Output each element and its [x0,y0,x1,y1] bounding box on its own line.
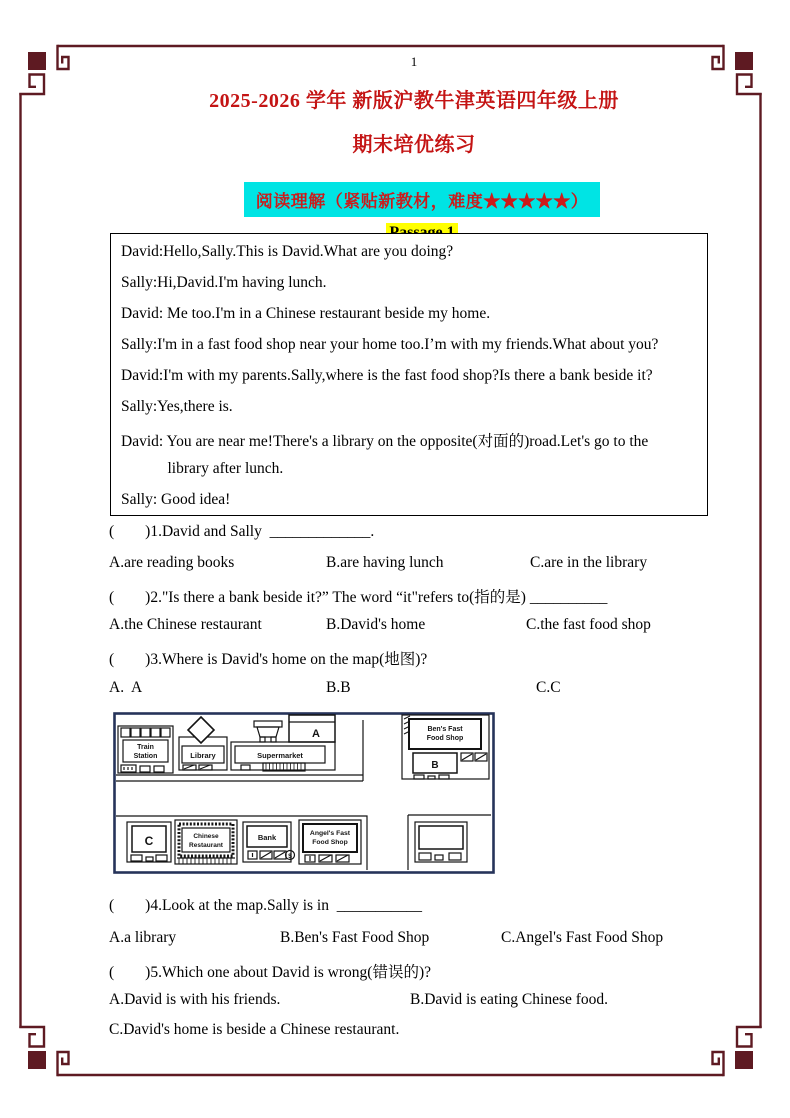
option-c: C.the fast food shop [526,616,651,633]
question-4-options [109,929,749,951]
question-5-option-c: C.David's home is beside a Chinese restaurant. [109,1021,400,1038]
option-a: A.are reading books [109,554,235,571]
question-3-stem: ( )3.Where is David's home on the map(地图)? [109,651,428,668]
question-1-options [109,554,749,576]
worksheet-subtitle: 期末培优练习 [352,134,476,156]
dialogue-line: Sally: Good idea! [121,491,231,508]
train-station-label: Station [133,753,158,760]
supermarket-label: Supermarket [257,751,303,760]
bens-label: Ben's Fast [427,726,463,733]
option-c: C.C [536,679,561,696]
frame-corner-bottom-right [713,1027,762,1076]
chinese-restaurant-label: Chinese [193,833,219,840]
question-2-options [109,616,749,638]
option-c: C.Angel's Fast Food Shop [501,929,664,946]
option-b: B.are having lunch [326,554,444,571]
section-banner: 阅读理解（紧贴新教材，难度★★★★★） [244,182,601,217]
building-c-label: C [144,834,154,848]
angels-label: Food Shop [312,839,348,846]
town-map-image [113,712,495,874]
building-a-label: A [312,728,320,740]
question-4-stem: ( )4.Look at the map.Sally is in ___________ [109,897,422,914]
question-5-stem: ( )5.Which one about David is wrong(错误的)? [109,964,431,981]
angels-label: Angel's Fast [309,830,351,837]
question-1-stem: ( )1.David and Sally _____________. [109,523,375,540]
option-c: C.are in the library [530,554,648,571]
question-2-stem: ( )2."Is there a bank beside it?” The word “it"refers to(指的是) __________ [109,589,608,606]
bens-label: Food Shop [426,735,464,742]
dialogue-box [110,233,708,516]
option-b: B.David's home [326,616,426,633]
worksheet-title: 2025-2026 学年 新版沪教牛津英语四年级上册 [209,90,619,112]
dialogue-line: David: You are near me!There's a library on the opposite(对面的)road.Let's go to the [121,433,649,450]
dialogue-line: David:Hello,Sally.This is David.What are you doing? [121,243,454,260]
dialogue-line: Sally:Hi,David.I'm having lunch. [121,274,327,291]
train-station-label: Train [137,744,154,751]
option-a: A.a library [109,929,177,946]
bank-label: Bank [257,833,277,842]
option-a: A.David is with his friends. [109,991,281,1008]
option-b: B.Ben's Fast Food Shop [280,929,430,946]
question-5-options [109,991,749,1013]
frame-corner-bottom-left [19,1027,68,1076]
building-b-label: B [431,760,439,771]
dialogue-line: library after lunch. [121,460,284,477]
dialogue-line: Sally:Yes,there is. [121,398,233,415]
option-b: B.B [326,679,351,696]
dialogue-line: Sally:I'm in a fast food shop near your home too.I’m with my friends.What about you? [121,336,659,353]
dialogue-line: David: Me too.I'm in a Chinese restaurant beside my home. [121,305,491,322]
page-number: 1 [410,54,418,69]
dialogue-line: David:I'm with my parents.Sally,where is the fast food shop?Is there a bank beside it? [121,367,653,384]
option-a: A. A [109,679,143,696]
chinese-restaurant-label: Restaurant [189,842,223,849]
dollar-sign-label: $ [288,853,292,860]
library-label: Library [190,751,216,760]
question-3-options [109,679,749,701]
option-a: A.the Chinese restaurant [109,616,262,633]
option-b: B.David is eating Chinese food. [410,991,609,1008]
